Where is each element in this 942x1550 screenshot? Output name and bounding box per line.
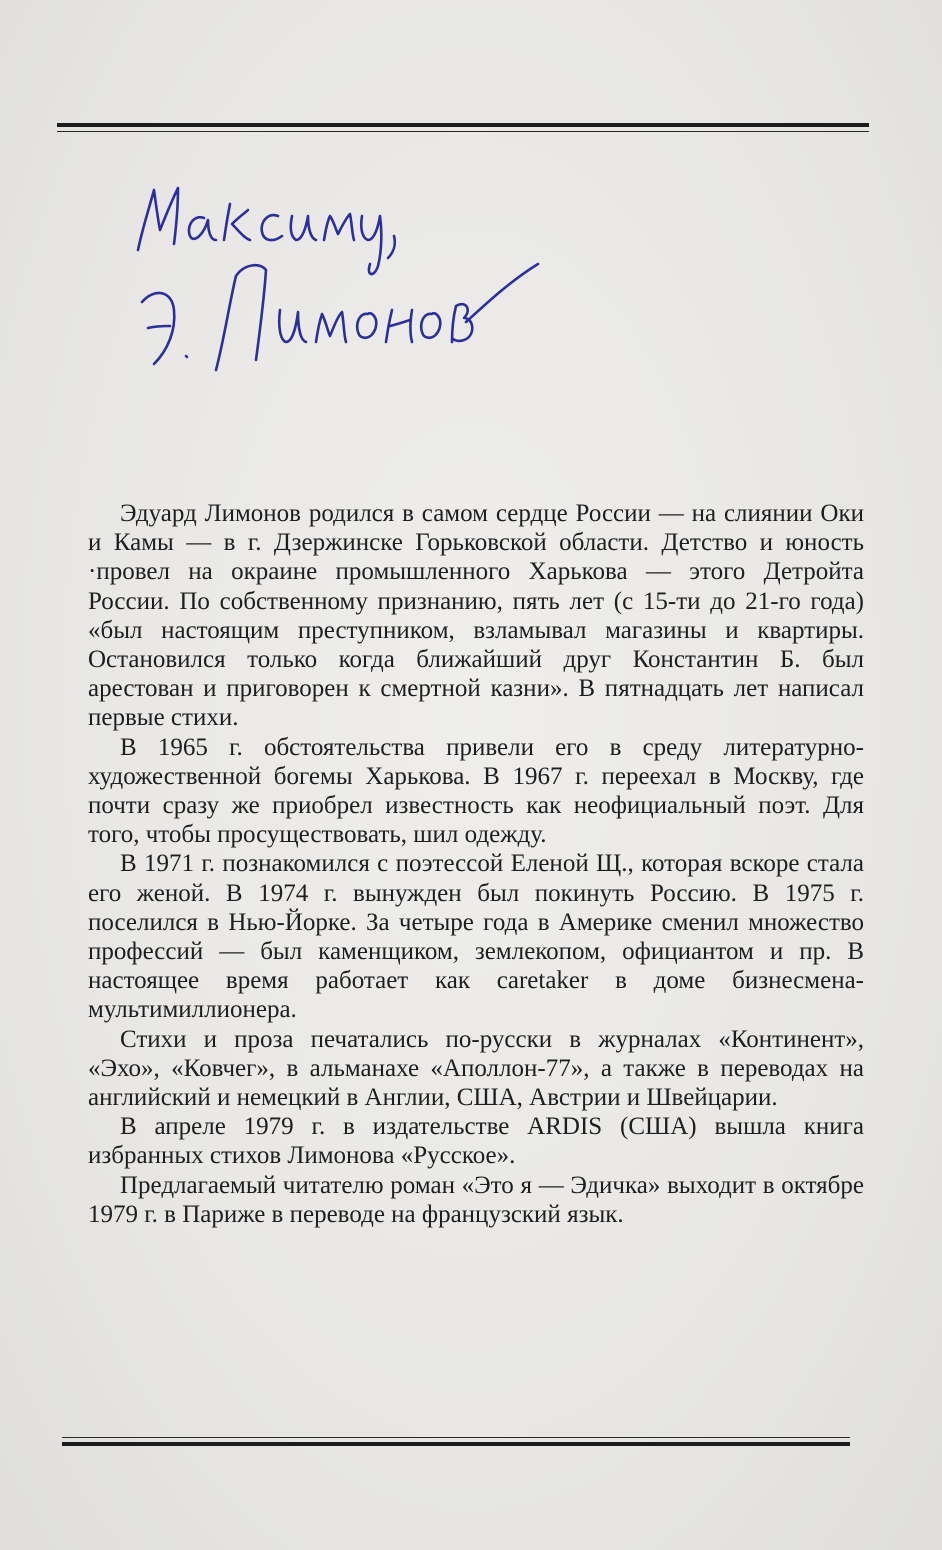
signature-stroke-dot xyxy=(186,356,187,357)
biography-paragraph-6: Предлагаемый читателю роман «Это я — Эдичка» выходит в октябре 1979 г. в Париже в переводе на французский язык. xyxy=(88,1171,864,1228)
author-biography xyxy=(88,499,864,1229)
inscription-stroke-m2 xyxy=(324,214,354,240)
inscription-stroke-c xyxy=(262,215,282,240)
signature-stroke-ov xyxy=(421,304,472,342)
biography-paragraph-3: В 1971 г. познакомился с поэтессой Еленой Щ., которая вскоре стала его женой. В 1974 г. вынужден был покинуть Россию. В 1975 г. поселился в Нью-Йорке. За четыре года в Америке сменил множество профессий — был каменщиком, землекопом, официантом и пр. В настоящее время работает как caretaker в доме бизнесмена-мультимиллионера. xyxy=(88,850,864,1024)
inscription-stroke-m xyxy=(138,188,178,250)
biography-paragraph-1: Эдуард Лимонов родился в самом сердце России — на слиянии Оки и Камы — в г. Дзержинске Горьковской области. Детство и юность ·провел на окраине промышленного Харькова — этого Детройта России. По собственному признанию, пять лет (с 15-ти до 21-го года) «был настоящим преступником, взламывал магазины и квартиры. Остановился только когда ближайший друг Константин Б. был арестован и приговорен к смертной казни». В пятнадцать лет написал первые стихи. xyxy=(88,500,864,732)
signature-stroke-imon xyxy=(279,310,346,342)
signature-stroke-e xyxy=(142,293,174,364)
inscription-stroke-a xyxy=(189,217,216,240)
handwritten-inscription xyxy=(120,160,540,410)
biography-paragraph-5: В апреле 1979 г. в издательстве ARDIS (США) вышла книга избранных стихов Лимонова «Русское». xyxy=(88,1113,864,1170)
inscription-stroke-k xyxy=(224,204,250,240)
inscription-stroke-comma xyxy=(388,236,395,258)
bottom-rule-thin-line xyxy=(62,1437,850,1438)
signature-stroke-o xyxy=(357,313,376,338)
bottom-rule-thick-line xyxy=(62,1442,850,1446)
signature-stroke-l xyxy=(216,265,266,370)
bottom-rule xyxy=(62,1437,850,1446)
top-rule xyxy=(57,123,869,132)
inscription-stroke-i xyxy=(291,216,316,240)
biography-paragraph-4: Стихи и проза печатались по-русски в журналах «Континент», «Эхо», «Ковчег», в альманахе «Аполлон-77», а также в переводах на английский и немецкий в Англии, США, Австрии и Швейцарии. xyxy=(88,1025,864,1112)
signature-drawing xyxy=(120,160,540,410)
signature-stroke-n xyxy=(386,310,412,342)
signature-stroke-tail xyxy=(466,264,538,322)
inscription-stroke-u xyxy=(361,216,381,274)
top-rule-thick-line xyxy=(57,123,869,127)
top-rule-thin-line xyxy=(57,131,869,132)
biography-paragraph-2: В 1965 г. обстоятельства привели его в среду литературно-художественной богемы Харькова. В 1967 г. переехал в Москву, где почти сразу же приобрел известность как неофициальный поэт. Для того, чтобы просуществовать, шил одежду. xyxy=(88,733,864,849)
